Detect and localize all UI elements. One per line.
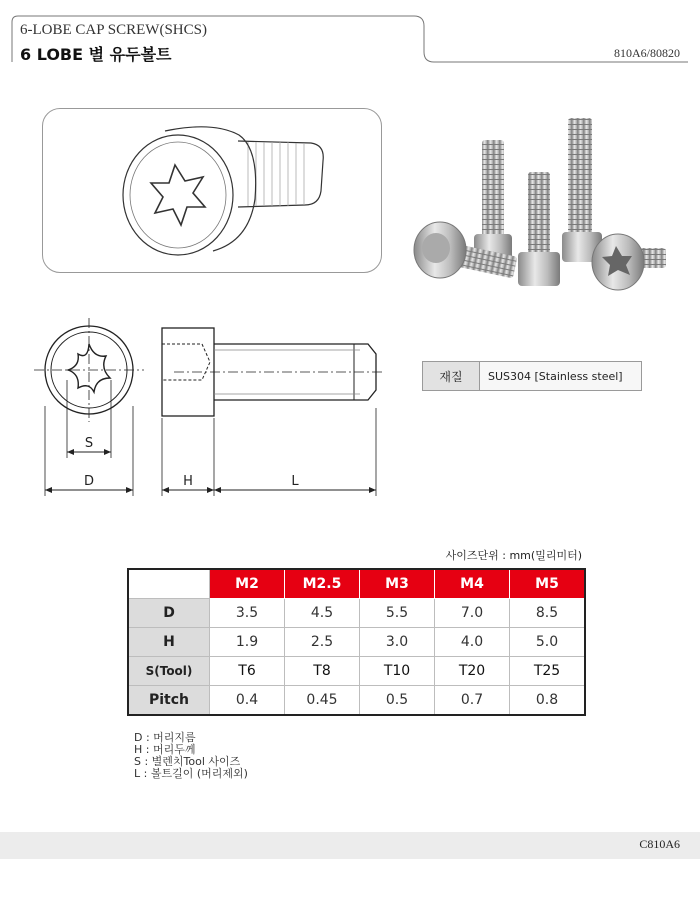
table-cell: T20 xyxy=(435,657,510,686)
row-header: S(Tool) xyxy=(128,657,210,686)
row-header: D xyxy=(128,599,210,628)
table-cell: 0.7 xyxy=(435,686,510,716)
dim-label-d: D xyxy=(83,474,95,489)
table-cell: 5.5 xyxy=(360,599,435,628)
table-row xyxy=(128,599,585,628)
table-row xyxy=(128,628,585,657)
title-korean: 6 LOBE 별 유두볼트 xyxy=(20,45,172,64)
legend-item: H : 머리두께 xyxy=(134,743,196,756)
table-cell: 8.5 xyxy=(510,599,586,628)
table-cell: 5.0 xyxy=(510,628,586,657)
footer-code: C810A6 xyxy=(639,837,680,851)
dim-label-h: H xyxy=(183,474,193,489)
table-cell: 3.5 xyxy=(210,599,285,628)
table-cell: 2.5 xyxy=(285,628,360,657)
table-cell: 0.5 xyxy=(360,686,435,716)
table-row xyxy=(128,657,585,686)
product-code: 810A6/80820 xyxy=(614,46,680,60)
table-cell: 0.8 xyxy=(510,686,586,716)
table-corner xyxy=(128,569,210,599)
technical-drawing xyxy=(34,318,394,508)
row-header: H xyxy=(128,628,210,657)
table-cell: 3.0 xyxy=(360,628,435,657)
table-cell: 0.45 xyxy=(285,686,360,716)
legend-item: L : 볼트길이 (머리제외) xyxy=(134,767,248,780)
table-cell: 1.9 xyxy=(210,628,285,657)
column-header: M2.5 xyxy=(285,569,360,599)
row-header: Pitch xyxy=(128,686,210,716)
table-header-row xyxy=(128,569,585,599)
dimension-legend xyxy=(134,732,248,780)
legend-item: D : 머리지름 xyxy=(134,731,196,744)
screw-sketch xyxy=(43,109,381,272)
table-cell: T10 xyxy=(360,657,435,686)
unit-note: 사이즈단위 : mm(밀리미터) xyxy=(445,549,582,562)
product-photo xyxy=(404,110,674,310)
table-cell: T25 xyxy=(510,657,586,686)
material-label: 재질 xyxy=(423,362,480,390)
table-cell: 7.0 xyxy=(435,599,510,628)
dim-label-s: S xyxy=(84,436,94,451)
material-value: SUS304 [Stainless steel] xyxy=(480,362,641,390)
title-english: 6-LOBE CAP SCREW(SHCS) xyxy=(20,22,207,38)
column-header: M4 xyxy=(435,569,510,599)
table-cell: 4.5 xyxy=(285,599,360,628)
column-header: M2 xyxy=(210,569,285,599)
table-cell: 0.4 xyxy=(210,686,285,716)
table-cell: 4.0 xyxy=(435,628,510,657)
table-cell: T6 xyxy=(210,657,285,686)
column-header: M3 xyxy=(360,569,435,599)
size-table xyxy=(127,568,586,716)
table-cell: T8 xyxy=(285,657,360,686)
footer-bar xyxy=(0,832,700,859)
dim-label-l: L xyxy=(291,474,299,489)
legend-item: S : 별렌치Tool 사이즈 xyxy=(134,755,241,768)
sketch-frame xyxy=(42,108,382,273)
table-row xyxy=(128,686,585,716)
column-header: M5 xyxy=(510,569,586,599)
material-spec xyxy=(422,361,642,391)
